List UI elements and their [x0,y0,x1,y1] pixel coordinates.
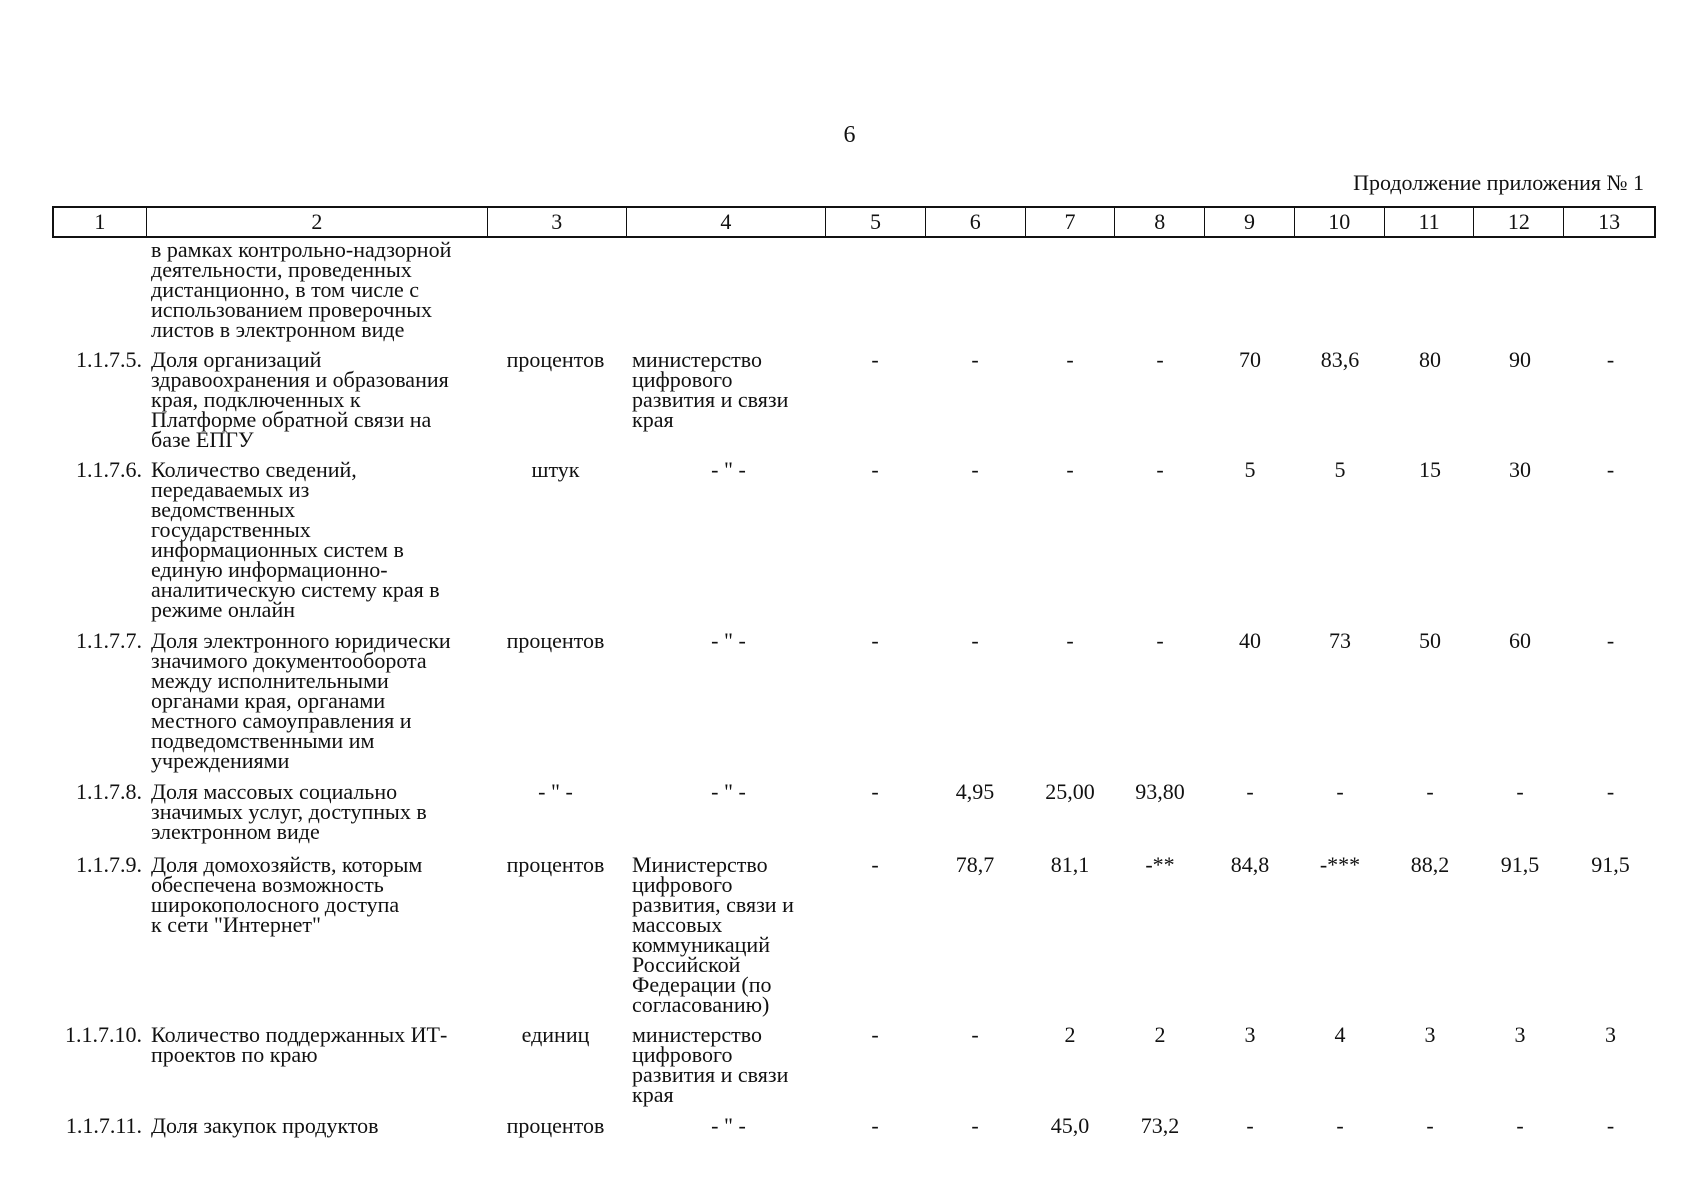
indicator-name: Доля массовых социально значимых услуг, доступных в электронном виде [151,779,427,844]
row-number: 1.1.7.11. [65,1113,142,1138]
value-cell: 50 [1419,628,1441,653]
value-cell: - [1606,1113,1615,1138]
value-cell: 40 [1239,628,1261,653]
value-cell: 4 [1334,1022,1346,1047]
responsible: Министерство цифрового развития, связи и массовых коммуникаций Российской Федерации (по согласованию) [632,852,794,1017]
unit: процентов [506,852,605,877]
header-cell: 11 [1384,208,1474,236]
value-cell: 88,2 [1410,852,1450,877]
table-row [52,1022,1656,1107]
value-cell: - [1516,1113,1524,1138]
value-cell: - [1336,1113,1344,1138]
value-cell: 81,1 [1050,852,1090,877]
value-cell: 84,8 [1230,852,1270,877]
row-number: 1.1.7.5. [76,347,142,372]
value-cell: 5 [1244,457,1256,482]
value-cell: 60 [1509,628,1531,653]
value-cell: - [1606,628,1615,653]
indicator-name: Доля закупок продуктов [151,1113,379,1138]
table-row [52,779,1656,844]
value-cell: - [1426,779,1434,804]
header-cell: 9 [1204,208,1294,236]
table-row [52,237,486,342]
responsible: министерство цифрового развития и связи края [632,347,789,432]
header-cell: 13 [1563,208,1654,236]
header-cell: 10 [1294,208,1384,236]
value-cell: - [1156,628,1164,653]
table-row [52,628,1656,773]
row-number: 1.1.7.10. [65,1022,142,1047]
header-cell: 6 [925,208,1025,236]
value-cell: - [971,628,979,653]
value-cell: - [871,779,879,804]
value-cell: - [1246,1113,1254,1138]
value-cell: 73,2 [1140,1113,1180,1138]
page-number: 6 [843,122,856,148]
indicator-name: в рамках контрольно-надзорной деятельности, проведенных дистанционно, в том числе с использованием проверочных листов в электронном виде [151,237,452,342]
unit: процентов [506,628,605,653]
value-cell: - [1336,779,1344,804]
header-cell: 4 [626,208,826,236]
value-cell: 93,80 [1135,779,1185,804]
value-cell: - [1066,628,1074,653]
row-number: 1.1.7.9. [76,852,142,877]
unit: процентов [506,347,605,372]
header-cell: 3 [487,208,626,236]
header-cell: 12 [1473,208,1563,236]
value-cell: 30 [1509,457,1531,482]
value-cell: - [971,1113,979,1138]
responsible: - " - [711,457,746,482]
value-cell: 4,95 [955,779,995,804]
value-cell: 3 [1424,1022,1436,1047]
table-row [52,1113,1656,1138]
value-cell: - [871,628,879,653]
table-row [52,852,1656,1017]
value-cell: 83,6 [1320,347,1360,372]
row-number [52,240,144,340]
value-cell: - [1066,457,1074,482]
value-cell: 15 [1419,457,1441,482]
unit: единиц [521,1022,590,1047]
value-cell: - [1156,457,1164,482]
indicator-name: Количество сведений, передаваемых из ведомственных государственных информационных систем в единую информационно- аналитическую систему края в режиме онлайн [151,457,440,622]
row-number: 1.1.7.7. [76,628,142,653]
value-cell: 91,5 [1591,852,1630,877]
value-cell: - [1516,779,1524,804]
value-cell: - [1066,347,1074,372]
value-cell: 91,5 [1500,852,1540,877]
unit: штук [531,457,580,482]
table-row [52,347,1656,452]
value-cell: 80 [1419,347,1441,372]
value-cell: - [871,1113,879,1138]
value-cell: - [1246,779,1254,804]
value-cell: 3 [1514,1022,1526,1047]
value-cell: - [1606,347,1615,372]
value-cell: - [871,1022,879,1047]
responsible: министерство цифрового развития и связи края [632,1022,789,1107]
table-header [52,206,1656,238]
row-number: 1.1.7.6. [76,457,142,482]
value-cell: 3 [1605,1022,1616,1047]
value-cell: 3 [1244,1022,1256,1047]
value-cell: - [1156,347,1164,372]
header-cell: 8 [1114,208,1204,236]
header-cell: 2 [146,208,487,236]
value-cell: - [1426,1113,1434,1138]
header-cell: 7 [1025,208,1115,236]
indicator-name: Доля организаций здравоохранения и образования края, подключенных к Платформе обратной связи на базе ЕПГУ [151,347,449,452]
value-cell: 45,0 [1050,1113,1090,1138]
value-cell: -** [1145,852,1175,877]
responsible: - " - [711,1113,746,1138]
value-cell: - [1606,779,1615,804]
responsible: - " - [711,628,746,653]
indicator-name: Количество поддержанных ИТ- проектов по краю [151,1022,448,1067]
unit: - " - [538,779,573,804]
value-cell: - [971,347,979,372]
value-cell: - [971,1022,979,1047]
responsible: - " - [711,779,746,804]
value-cell: 78,7 [955,852,995,877]
value-cell: - [871,347,879,372]
unit: процентов [506,1113,605,1138]
continuation-heading: Продолжение приложения № 1 [1353,170,1644,195]
value-cell: 70 [1239,347,1261,372]
value-cell: 2 [1064,1022,1076,1047]
value-cell: 25,00 [1045,779,1095,804]
value-cell: - [871,852,879,877]
header-cell: 1 [94,209,106,234]
value-cell: - [1606,457,1615,482]
table-row [52,457,1656,622]
value-cell: - [871,457,879,482]
value-cell: 90 [1509,347,1531,372]
header-cell: 5 [825,208,925,236]
indicator-name: Доля электронного юридически значимого документооборота между исполнительными органами края, органами местного самоуправления и подведомственными им учреждениями [151,628,451,773]
value-cell: 5 [1334,457,1346,482]
indicator-name: Доля домохозяйств, которым обеспечена возможность широкополосного доступа к сети "Интернет" [151,852,423,937]
value-cell: -*** [1319,852,1361,877]
value-cell: 73 [1329,628,1351,653]
value-cell: - [971,457,979,482]
row-number: 1.1.7.8. [76,779,142,804]
value-cell: 2 [1154,1022,1166,1047]
